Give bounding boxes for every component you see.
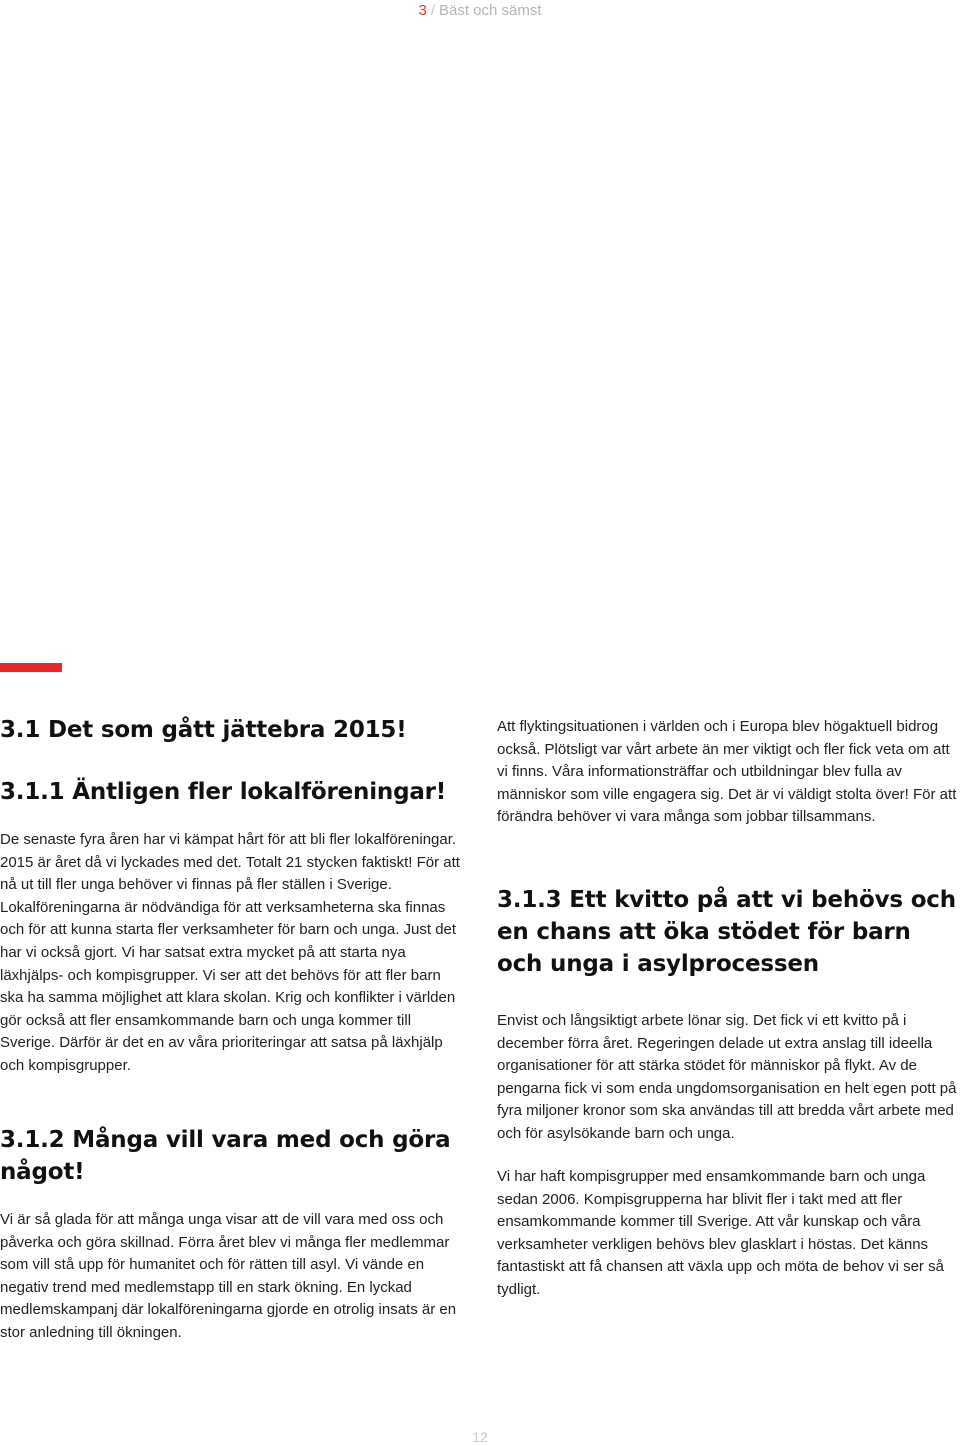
subsection-3-body-2: Vi har haft kompisgrupper med ensamkommande barn och unga sedan 2006. Kompisgrupperna har blivit fler i takt med att fler ensamkommande kommer till Sverige. Att vår kunskap och våra verksamheter verkligen behövs blev glasklart i höstas. Det känns fantastiskt att få chansen att växla upp och möta de behov vi ser så tydligt.: [497, 1168, 944, 1298]
subsection-heading-2: 3.1.2 Många vill vara med och göra något!: [0, 1127, 451, 1185]
running-header: [0, 1, 960, 21]
section-accent-bar: [0, 663, 62, 672]
subsection-heading-1: 3.1.1 Äntligen fler lokalföreningar!: [0, 779, 447, 805]
page-number: 12: [472, 1429, 488, 1445]
section-heading: 3.1 Det som gått jättebra 2015!: [0, 717, 407, 743]
intro-body: Att flyktingsituationen i världen och i Europa blev högaktuell bidrog också. Plötsligt var vårt arbete än mer viktigt och fler fick veta om att vi finns. Våra informationsträffar och utbildningar blev fulla av människor som ville engagera sig. Det är vi väldigt stolta över! För att förändra behöver vi vara många som jobbar tillsammans.: [497, 718, 957, 826]
chapter-title: Bäst och sämst: [438, 2, 542, 19]
subsection-heading-3: 3.1.3 Ett kvitto på att vi behövs och en chans att öka stödet för barn och unga i asylprocessen: [497, 887, 956, 977]
chapter-number: 3: [418, 2, 427, 19]
subsection-3-body-1: Envist och långsiktigt arbete lönar sig. Det fick vi ett kvitto på i december förra året. Regeringen delade ut extra anslag till ideella organisationer för att stärka stödet för människor på flykt. Av de pengarna fick vi som enda ungdomsorganisation en helt egen pott på fyra miljoner kronor som ska användas till att bredda vårt arbete med och för asylsökande barn och unga.: [497, 1012, 957, 1142]
subsection-2-body: Vi är så glada för att många unga visar att de vill vara med oss och påverka och göra skillnad. Förra året blev vi många fler medlemmar som vill stå upp för humanitet och för rätten till asyl. Vi vände en negativ trend med medlemstapp till en stark ökning. En lyckad medlemskampanj där lokalföreningarna gjorde en otrolig insats är en stor anledning till ökningen.: [0, 1211, 457, 1341]
header-separator: /: [430, 2, 435, 19]
subsection-1-body: De senaste fyra åren har vi kämpat hårt för att bli fler lokalföreningar. 2015 är året då vi lyckades med det. Totalt 21 stycken faktiskt! För att nå ut till fler unga behöver vi finnas på fler ställen i Sverige. Lokalföreningarna är nödvändiga för att verksamheterna ska finnas och för att kunna starta fler verksamheter för barn och unga. Just det har vi också gjort. Vi har satsat extra mycket på att starta nya läxhjälps- och kompisgrupper. Vi ser att det behövs för att fler barn ska ha samma möjlighet att klara skolan. Krig och konflikter i världen gör också att fler ensamkommande barn och unga kommer till Sverige. Därför är det en av våra prioriteringar att satsa på läxhjälp och kompisgrupper.: [0, 831, 460, 1074]
